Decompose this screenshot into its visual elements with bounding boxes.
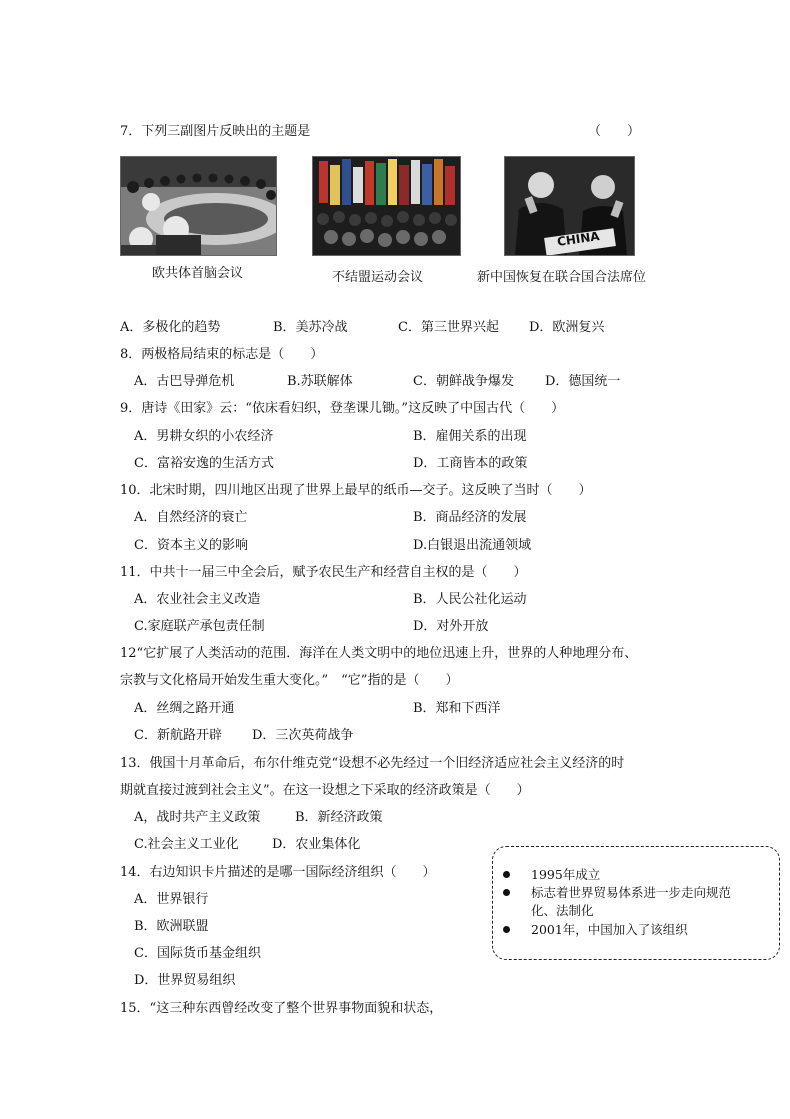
card-item-significance-line1: 标志着世界贸易体系进一步走向规范 bbox=[531, 885, 732, 900]
q7-option-d[interactable]: D．欧洲复兴 bbox=[529, 320, 605, 335]
q12-option-c[interactable]: C．新航路开辟 bbox=[134, 728, 222, 743]
photo-china-un-seat bbox=[504, 156, 635, 256]
bullet-dot-1 bbox=[503, 871, 510, 878]
q7-option-b[interactable]: B．美苏冷战 bbox=[273, 320, 348, 335]
q7-option-a[interactable]: A．多极化的趋势 bbox=[120, 320, 221, 335]
q8-option-a[interactable]: A．古巴导弹危机 bbox=[134, 374, 235, 389]
q13-option-b[interactable]: B．新经济政策 bbox=[295, 810, 383, 825]
q8-option-b[interactable]: B.苏联解体 bbox=[287, 374, 353, 389]
q12-stem-line2: 宗教与文化格局开始发生重大变化。” “它”指的是（ ） bbox=[120, 673, 459, 688]
q10-stem: 10．北宋时期，四川地区出现了世界上最早的纸币—交子。这反映了当时（ ） bbox=[120, 483, 592, 498]
q7-answer-blank: （ ） bbox=[588, 124, 641, 139]
caption-photo-2: 不结盟运动会议 bbox=[332, 270, 424, 285]
photo-non-aligned-meeting bbox=[312, 156, 461, 256]
q12-stem-line1: 12“它扩展了人类活动的范围．海洋在人类文明中的地位迅速上升，世界的人种地理分布、 bbox=[120, 646, 638, 661]
q13-option-c[interactable]: C.社会主义工业化 bbox=[134, 837, 239, 852]
q13-stem-line1: 13．俄国十月革命后，布尔什维克党“设想不必先经过一个旧经济适应社会主义经济的时 bbox=[120, 756, 625, 771]
q11-option-a[interactable]: A．农业社会主义改造 bbox=[134, 592, 261, 607]
caption-photo-1: 欧共体首脑会议 bbox=[152, 266, 244, 281]
q11-stem: 11．中共十一届三中全会后，赋予农民生产和经营自主权的是（ ） bbox=[120, 565, 527, 580]
q8-option-d[interactable]: D．德国统一 bbox=[545, 374, 621, 389]
bullet-dot-3 bbox=[503, 926, 510, 933]
knowledge-card bbox=[492, 846, 780, 960]
q11-option-c[interactable]: C.家庭联产承包责任制 bbox=[134, 619, 265, 634]
q15-stem: 15．“这三种东西曾经改变了整个世界事物面貌和状态， bbox=[120, 1001, 443, 1016]
q12-option-a[interactable]: A．丝绸之路开通 bbox=[134, 701, 235, 716]
q11-option-b[interactable]: B．人民公社化运动 bbox=[413, 592, 527, 607]
q12-option-b[interactable]: B．郑和下西洋 bbox=[413, 701, 501, 716]
q12-option-d[interactable]: D．三次英荷战争 bbox=[252, 728, 354, 743]
bullet-dot-2 bbox=[503, 889, 510, 896]
card-item-china-joined: 2001年，中国加入了该组织 bbox=[531, 922, 688, 937]
q9-option-c[interactable]: C．富裕安逸的生活方式 bbox=[134, 456, 274, 471]
q10-option-c[interactable]: C．资本主义的影响 bbox=[134, 538, 248, 553]
q10-option-a[interactable]: A．自然经济的衰亡 bbox=[134, 510, 248, 525]
photo-ec-summit bbox=[120, 156, 277, 256]
q13-option-d[interactable]: D．农业集体化 bbox=[272, 837, 361, 852]
q13-option-a[interactable]: A，战时共产主义政策 bbox=[134, 810, 261, 825]
q10-option-b[interactable]: B．商品经济的发展 bbox=[413, 510, 527, 525]
card-item-significance-line2: 化、法制化 bbox=[531, 903, 594, 918]
caption-photo-3: 新中国恢复在联合国合法席位 bbox=[477, 270, 647, 285]
q14-option-a[interactable]: A．世界银行 bbox=[134, 892, 209, 907]
q8-option-c[interactable]: C．朝鲜战争爆发 bbox=[413, 374, 514, 389]
q11-option-d[interactable]: D．对外开放 bbox=[413, 619, 489, 634]
q9-option-d[interactable]: D．工商皆本的政策 bbox=[413, 456, 528, 471]
q9-option-b[interactable]: B．雇佣关系的出现 bbox=[413, 429, 527, 444]
q7-stem: 7．下列三副图片反映出的主题是 bbox=[120, 124, 311, 139]
q8-stem: 8．两极格局结束的标志是（ ） bbox=[120, 347, 324, 362]
q14-option-b[interactable]: B．欧洲联盟 bbox=[134, 919, 209, 934]
q14-option-d[interactable]: D．世界贸易组织 bbox=[134, 973, 236, 988]
q9-stem: 9．唐诗《田家》云：“依床看妇织，登垄课儿锄。”这反映了中国古代（ ） bbox=[120, 401, 565, 416]
q13-stem-line2: 期就直接过渡到社会主义”。在这一设想之下采取的经济政策是（ ） bbox=[120, 783, 530, 798]
q10-option-d[interactable]: D.白银退出流通领域 bbox=[413, 538, 532, 553]
q9-option-a[interactable]: A．男耕女织的小农经济 bbox=[134, 429, 274, 444]
q14-option-c[interactable]: C．国际货币基金组织 bbox=[134, 946, 261, 961]
q7-option-c[interactable]: C．第三世界兴起 bbox=[398, 320, 499, 335]
card-item-founded: 1995年成立 bbox=[531, 867, 601, 882]
china-sign-text: CHINA bbox=[556, 229, 601, 249]
q14-stem: 14．右边知识卡片描述的是哪一国际经济组织（ ） bbox=[120, 865, 436, 880]
